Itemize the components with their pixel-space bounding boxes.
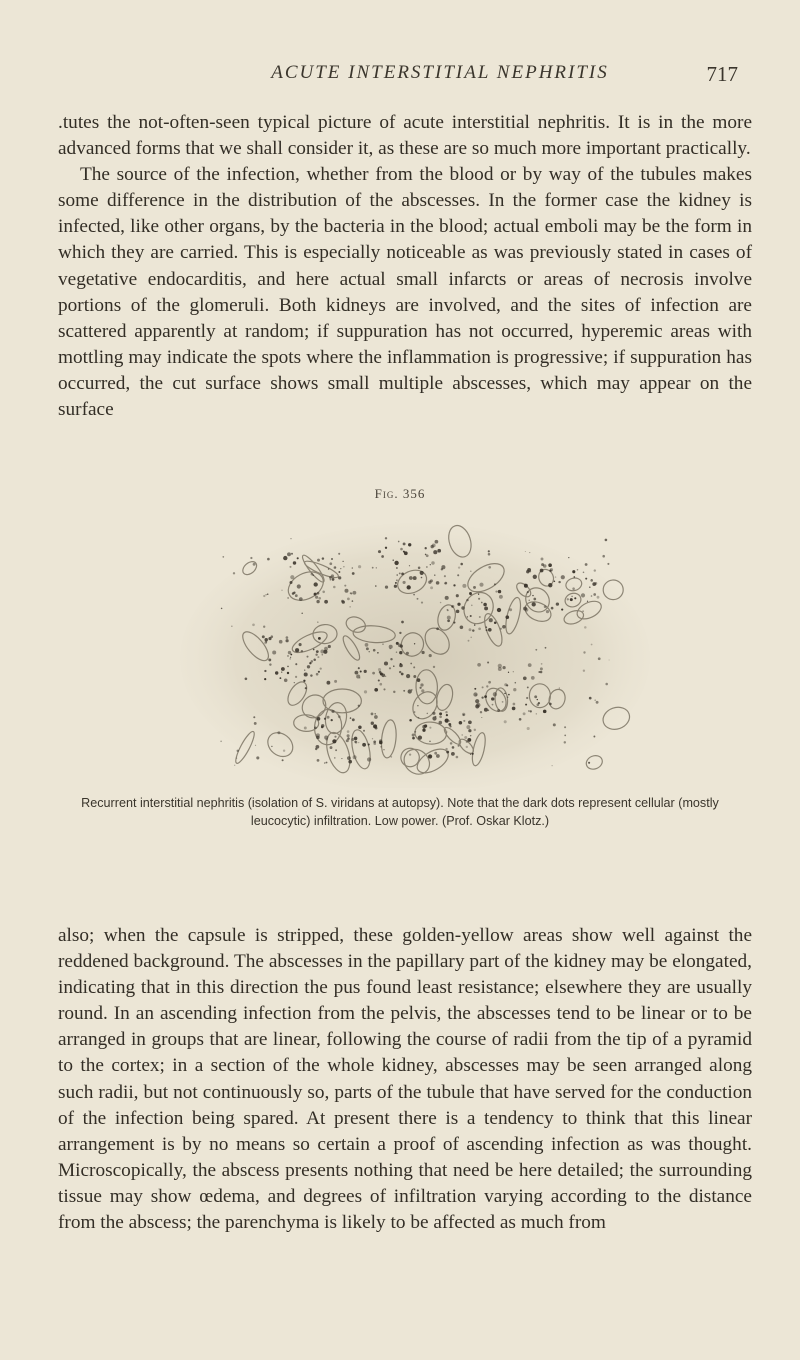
histology-micrograph [180,518,650,788]
page-number: 717 [706,62,738,86]
paragraph: .tutes the not-often-seen typical picture of acute interstitial nephritis. It is in the more advanced forms that we shall consider it, as these are so much more important practically. [58,112,752,160]
body-text-bottom [58,923,752,1236]
body-text-top [58,110,752,423]
figure-caption: Recurrent interstitial nephritis (isolation of S. viridans at autopsy). Note that the dark dots represent cellular (mostly leucocytic) infiltration. Low power. (Prof. Oskar Klotz.) [81,796,719,828]
micrograph-image [180,518,650,788]
paragraph: The source of the infection, whether from the blood or by way of the tubules makes some difference in the distribution of the abscesses. In the former case the kidney is infected, like other organs, by the bacteria in the blood; actual emboli may be the form in which they are carried. This is especially noticeable as was previously stated in cases of vegetative endocarditis, and here actual small infarcts or areas of necrosis involve portions of the glomeruli. Both kidneys are involved, and the sites of infection are scattered apparently at random; if suppuration has not occurred, hyperemic areas with mottling may indicate the spots where the inflammation is progressive; if suppuration has occurred, the cut surface shows small multiple abscesses, which may appear on the surface [58,164,752,421]
paragraph: also; when the capsule is stripped, these golden-yellow areas show well against the reddened background. The abscesses in the papillary part of the kidney may be elongated, indicating that in this direction the pus found least resistance; elsewhere they are usually round. In an ascending infection from the pelvis, the abscesses tend to be linear or to be arranged in groups that are linear, following the course of radii from the tip of a pyramid to the cortex; in a section of the whole kidney, abscesses may be seen arranged along such radii, but not continuously so, parts of the tubule that have served for the conduction of the infection being spared. At present there is a tendency to think that this linear arrangement is by no means so certain a proof of ascending infection as was thought. Microscopically, the abscess presents nothing that need be here detailed; the surrounding tissue may show œdema, and degrees of infiltration varying according to the distance from the abscess; the parenchyma is likely to be affected as much from [58,925,752,1234]
running-title: ACUTE INTERSTITIAL NEPHRITIS [271,62,609,83]
figure-label: Fig. 356 [374,486,426,501]
